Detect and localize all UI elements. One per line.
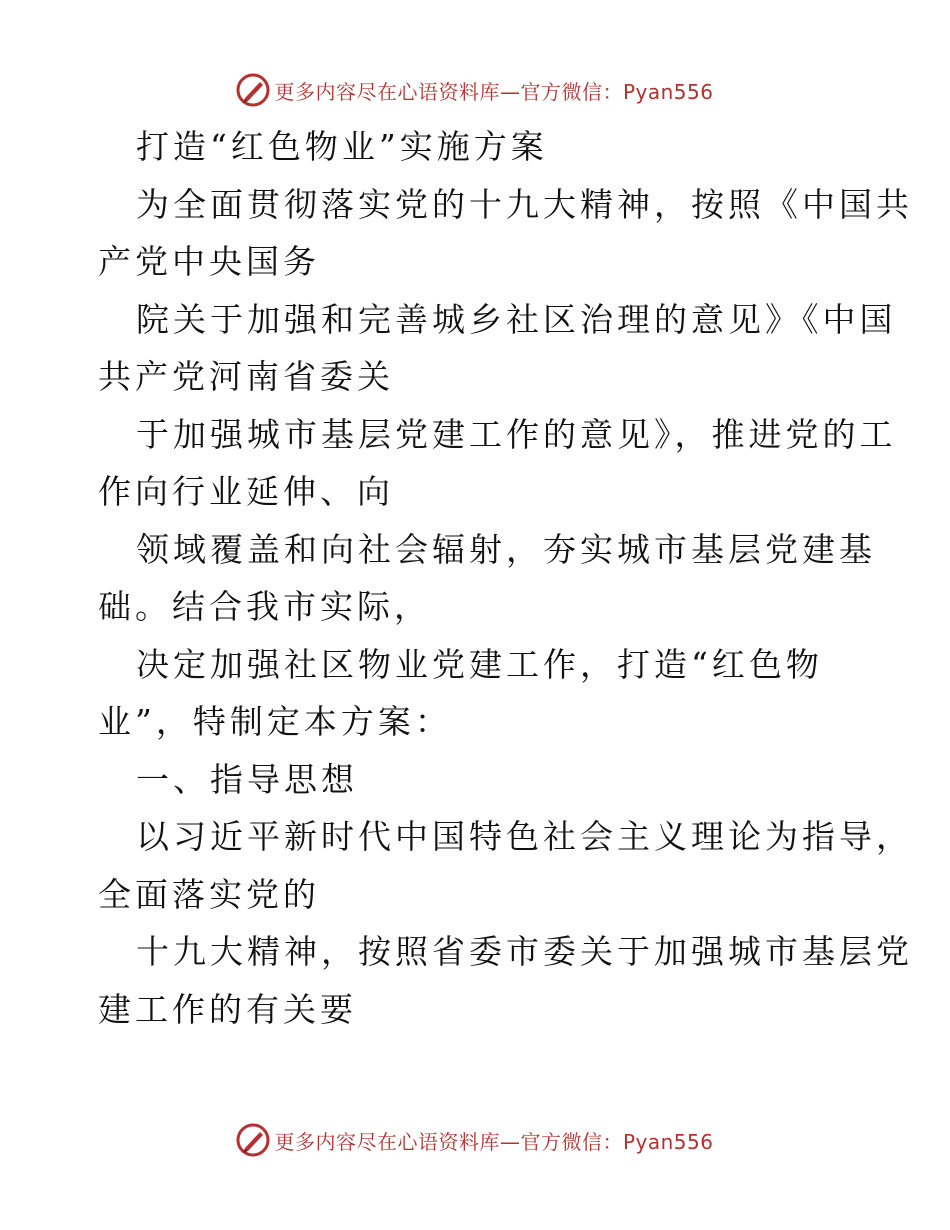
footer-watermark-banner [0,1120,950,1160]
paragraph-line: 业”，特制定本方案： [98,702,452,741]
banner-main-text: 更多内容尽在心语资料库— [274,1129,521,1154]
paragraph-line: 全面落实党的 [98,874,320,914]
pen-logo-icon [236,73,270,107]
paragraph-line: 产党中央国务 [98,242,320,281]
banner-text [274,1126,713,1155]
section-heading: 一、指导思想 [136,759,358,799]
paragraph-line: 决定加强社区物业党建工作，打造“红色物 [136,644,823,684]
banner-wechat-text: 官方微信：Pyan556 [520,79,714,104]
paragraph-line: 建工作的有关要 [98,989,357,1029]
document-body [98,118,913,1038]
banner-main-text: 更多内容尽在心语资料库— [274,79,521,104]
paragraph-line: 十九大精神，按照省委市委关于加强城市基层党 [136,932,913,971]
header-watermark-banner [0,70,950,110]
paragraph-line: 共产党河南省委关 [98,357,394,396]
paragraph-line: 为全面贯彻落实党的十九大精神，按照《中国共 [136,184,913,224]
paragraph-line: 础。结合我市实际， [98,587,431,626]
banner-text [274,76,713,105]
paragraph-line: 作向行业延伸、向 [98,472,394,511]
paragraph-line: 领域覆盖和向社会辐射，夯实城市基层党建基 [136,529,876,569]
paragraph-line: 院关于加强和完善城乡社区治理的意见》《中国 [136,299,897,339]
document-title: 打造“红色物业”实施方案 [136,127,548,166]
paragraph-line: 于加强城市基层党建工作的意见》，推进党的工 [136,414,897,454]
banner-wechat-text: 官方微信：Pyan556 [520,1129,714,1154]
paragraph-line: 以习近平新时代中国特色社会主义理论为指导， [136,817,913,856]
pen-logo-icon [236,1123,270,1157]
